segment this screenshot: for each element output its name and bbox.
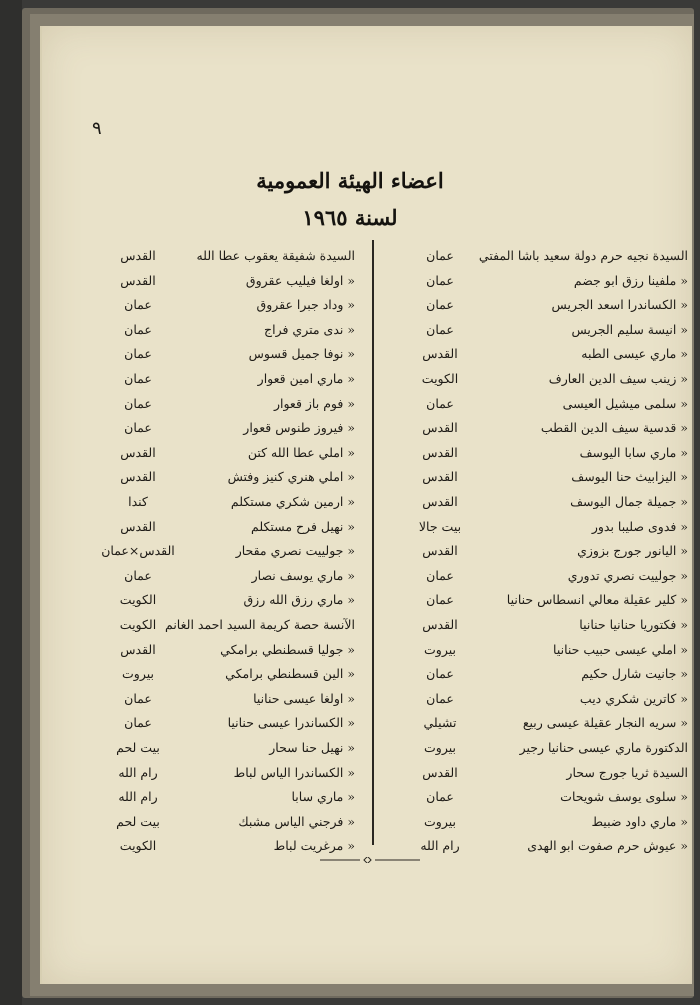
member-name: السيدة نجيه حرم دولة سعيد باشا المفتي [478, 248, 688, 263]
member-name: السيدة ثريا جورج سحار [566, 764, 688, 780]
member-city: القدس [422, 346, 458, 362]
member-name: « ماري امين قعوار [257, 371, 355, 386]
member-name: « املي عطا الله كتن [247, 444, 355, 460]
member-name: « اليانور جورج بزوزي [577, 543, 688, 559]
member-name: الآنسة حصة كريمة السيد احمد الغانم [165, 617, 355, 632]
member-city: القدس [422, 764, 458, 780]
member-city: عمان [124, 321, 152, 337]
member-name: « كاترين شكري ديب [579, 690, 688, 706]
member-name: « املي هنري كنيز وفتش [227, 469, 355, 485]
member-name: « فيروز طنوس قعوار [243, 420, 355, 436]
member-name: « الين قسطنطي برامكي [225, 666, 355, 682]
member-city: عمان [124, 567, 152, 583]
member-name: « ملفينا رزق ابو جضم [573, 272, 688, 288]
member-city: بيت لحم [116, 813, 160, 829]
member-city: عمان [124, 346, 152, 362]
member-name: « فدوى صليبا بدور [591, 518, 688, 534]
member-city: القدس [120, 248, 156, 263]
member-name: « انيسة سليم الجريس [571, 321, 688, 337]
member-name: « ماري عيسى الطبه [581, 346, 688, 362]
member-city: عمان [124, 420, 152, 436]
member-city: القدس [120, 444, 156, 460]
member-city: عمان [124, 715, 152, 731]
member-name: « فرجني الياس مشبك [238, 813, 355, 829]
member-city: عمان [426, 321, 454, 337]
member-city: القدس [120, 469, 156, 485]
member-name: « سريه النجار عقيلة عيسى ربيع [522, 715, 688, 731]
background-edge [0, 0, 22, 1005]
member-name: « سلمى ميشيل العيسى [562, 395, 688, 411]
member-name: « ماري داود ضبيط [591, 813, 688, 829]
member-city: القدس [422, 469, 458, 485]
member-city: عمان [426, 789, 454, 805]
member-name: « ارمين شكري مستكلم [230, 494, 355, 509]
column-divider [372, 240, 374, 845]
member-city: القدس [422, 444, 458, 460]
member-city: عمان [426, 248, 454, 263]
member-name: « اولغا عيسى حنانيا [253, 690, 355, 706]
member-name: « جولييت نصري مقحار [235, 543, 355, 559]
member-name: « نهيل فرح مستكلم [251, 518, 355, 534]
member-city: بيت جالا [418, 518, 462, 534]
member-city: القدس [422, 617, 458, 632]
member-name: « فوم باز قعوار [273, 395, 355, 411]
member-city: القدس×عمان [101, 543, 175, 559]
closing-ornament [320, 857, 420, 863]
member-city: القدس [120, 272, 156, 288]
member-name: « الكساندرا عيسى حنانيا [227, 715, 355, 731]
member-city: الكويت [119, 617, 157, 632]
member-city: بيروت [424, 641, 456, 657]
member-city: عمان [426, 567, 454, 583]
member-city: عمان [426, 395, 454, 411]
member-city: عمان [124, 371, 152, 386]
member-name: « جميلة جمال اليوسف [570, 494, 688, 509]
page-title: اعضاء الهيئة العمومية [256, 168, 444, 193]
member-city: بيروت [122, 666, 154, 682]
member-city: عمان [426, 297, 454, 313]
member-name: « املي عيسى حبيب حنانيا [553, 641, 688, 657]
member-name: « وداد جبرا عقروق [256, 297, 355, 313]
member-city: عمان [426, 272, 454, 288]
member-city: بيروت [424, 740, 456, 755]
member-name: السيدة شفيقة يعقوب عطا الله [196, 248, 355, 263]
member-city: تشيلي [423, 715, 457, 731]
member-name: « ماري رزق الله رزق [243, 592, 355, 608]
member-name: « جولييت نصري تدوري [567, 567, 688, 583]
member-city: عمان [124, 395, 152, 411]
member-city: الكويت [119, 838, 157, 854]
member-city: الكويت [119, 592, 157, 608]
member-city: الكويت [421, 371, 459, 386]
page-number: ٩ [92, 118, 102, 139]
member-name: « زينب سيف الدين العارف [548, 371, 688, 386]
member-name: « ماري يوسف نصار [251, 567, 355, 583]
member-name: « ندى متري فراج [264, 321, 355, 337]
member-name: « الكساندرا اسعد الجريس [551, 297, 688, 313]
member-name: « فكتوريا حنانيا حنانيا [579, 617, 688, 632]
member-city: كندا [128, 494, 148, 509]
member-city: عمان [426, 592, 454, 608]
member-name: « كلير عقيلة معالي انسطاس حنانيا [506, 592, 688, 608]
member-name: « اولغا فيليب عقروق [245, 272, 355, 288]
member-name: « مرغريت لباط [273, 838, 355, 854]
member-city: عمان [124, 690, 152, 706]
member-city: رام الله [118, 789, 158, 805]
member-city: عمان [426, 690, 454, 706]
member-city: القدس [120, 641, 156, 657]
member-city: بيت لحم [116, 740, 160, 755]
member-name: « عيوش حرم صفوت ابو الهدى [527, 838, 688, 854]
page-subtitle-year: لسنة ١٩٦٥ [302, 205, 398, 230]
member-name: « قدسية سيف الدين القطب [540, 420, 688, 436]
member-city: عمان [124, 297, 152, 313]
member-city: القدس [120, 518, 156, 534]
member-name: « جوليا قسطنطي برامكي [220, 641, 355, 657]
member-name: « نهيل حنا سحار [269, 740, 355, 755]
member-name: « ماري سابا اليوسف [579, 444, 688, 460]
member-name: « جانيت شارل حكيم [581, 666, 688, 682]
member-city: عمان [426, 666, 454, 682]
member-name: « نوفا جميل قسوس [248, 346, 355, 362]
member-city: رام الله [420, 838, 460, 854]
member-city: رام الله [118, 764, 158, 780]
member-city: القدس [422, 543, 458, 559]
member-city: القدس [422, 420, 458, 436]
member-city: القدس [422, 494, 458, 509]
member-name: الدكتورة ماري عيسى حنانيا رجير [519, 740, 688, 755]
member-name: « ماري سابا [291, 789, 355, 805]
member-name: « الكساندرا الياس لباط [233, 764, 355, 780]
member-name: « اليزابيث حنا اليوسف [571, 469, 688, 485]
member-city: بيروت [424, 813, 456, 829]
member-name: « سلوى يوسف شويحات [560, 789, 688, 805]
